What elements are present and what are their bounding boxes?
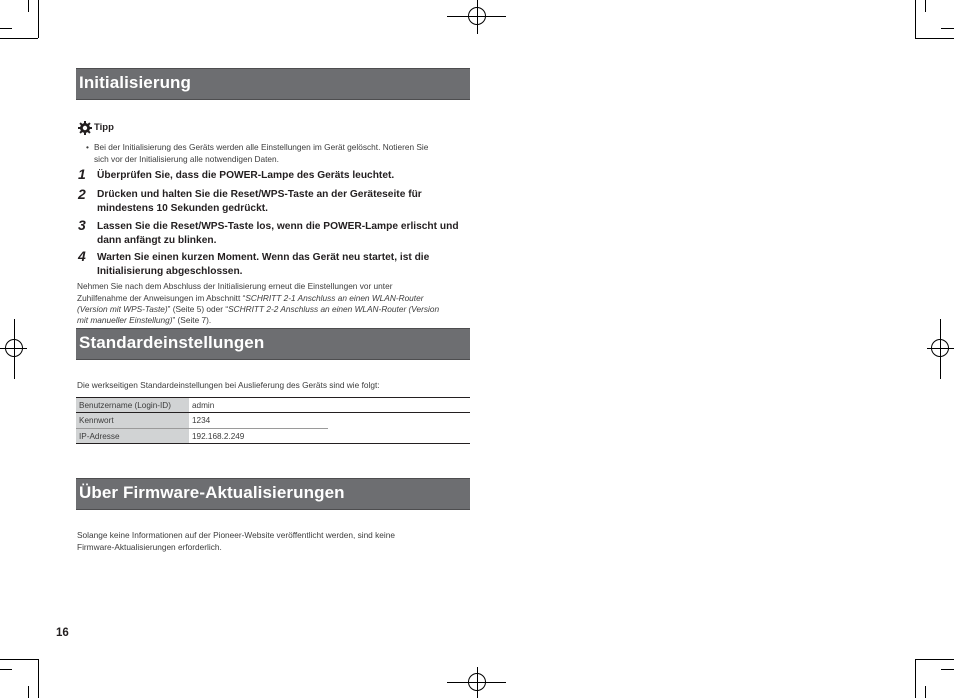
step-number: 3: [78, 217, 86, 233]
section-header-standardeinstellungen: [76, 328, 470, 360]
tipp-text-line: sich vor der Initialisierung alle notwendigen Daten.: [94, 154, 279, 164]
table-key: Benutzername (Login-ID): [76, 398, 189, 413]
crop-mark: [915, 0, 916, 38]
table-row: [76, 413, 470, 428]
crop-mark: [941, 669, 954, 670]
page-number: 16: [56, 627, 69, 639]
crop-mark: [0, 669, 12, 670]
paragraph-line: Zuhilfenahme der Anweisungen im Abschnitt “SCHRITT 2-1 Anschluss an einen WLAN-Router: [77, 293, 424, 303]
table-row: [76, 429, 470, 444]
section-header-initialisierung: [76, 68, 470, 100]
step-text: Lassen Sie die Reset/WPS-Taste los, wenn die POWER-Lampe erlischt und: [97, 221, 459, 232]
tipp-label: Tipp: [94, 122, 114, 133]
standard-intro: Die werkseitigen Standardeinstellungen bei Auslieferung des Geräts sind wie folgt:: [77, 380, 380, 390]
table-value: admin: [192, 401, 215, 410]
crop-mark: [0, 659, 38, 660]
crop-mark: [925, 0, 926, 12]
link-schritt-2-1[interactable]: (Version mit WPS-Taste): [77, 304, 168, 314]
table-key: IP-Adresse: [76, 429, 189, 444]
step-text: mindestens 10 Sekunden gedrückt.: [97, 203, 268, 214]
crop-mark: [915, 38, 954, 39]
crop-mark: [0, 28, 12, 29]
tipp-text-line: Bei der Initialisierung des Geräts werden alle Einstellungen im Gerät gelöscht. Notieren Sie: [94, 142, 429, 152]
crop-mark: [915, 659, 916, 698]
link-schritt-2-2[interactable]: SCHRITT 2-2 Anschluss an einen WLAN-Router (Version: [228, 304, 440, 314]
paragraph-line: Nehmen Sie nach dem Abschluss der Initialisierung erneut die Einstellungen vor unter: [77, 281, 393, 291]
tip-gear-icon: [78, 121, 92, 135]
paragraph-line: Solange keine Informationen auf der Pioneer-Website veröffentlicht werden, sind keine: [77, 530, 395, 540]
step-text: Überprüfen Sie, dass die POWER-Lampe des Geräts leuchtet.: [97, 170, 395, 181]
crop-mark: [941, 28, 954, 29]
section-header-firmware: [76, 478, 470, 510]
crop-mark: [38, 659, 39, 698]
table-border: [76, 443, 470, 444]
link-schritt-2-1[interactable]: SCHRITT 2-1 Anschluss an einen WLAN-Router: [245, 293, 424, 303]
step-number: 2: [78, 186, 86, 202]
step-text: Warten Sie einen kurzen Moment. Wenn das Gerät neu startet, ist die: [97, 252, 430, 263]
step-text: Drücken und halten Sie die Reset/WPS-Taste an der Geräteseite für: [97, 189, 422, 200]
paragraph-line: (Version mit WPS-Taste)” (Seite 5) oder “SCHRITT 2-2 Anschluss an einen WLAN-Router (Version: [77, 304, 440, 314]
step-text: Initialisierung abgeschlossen.: [97, 266, 243, 277]
table-row: [76, 398, 470, 413]
table-value: 1234: [192, 416, 211, 425]
section-title: Über Firmware-Aktualisierungen: [79, 483, 345, 502]
crop-mark: [915, 659, 954, 660]
step-number: 4: [78, 248, 86, 264]
crop-mark: [925, 686, 926, 698]
section-title: Standardeinstellungen: [79, 333, 265, 352]
crop-mark: [0, 38, 38, 39]
step-text: dann anfängt zu blinken.: [97, 235, 217, 246]
paragraph-line: mit manueller Einstellung)” (Seite 7).: [77, 315, 212, 325]
link-schritt-2-2[interactable]: mit manueller Einstellung): [77, 315, 173, 325]
crop-mark: [28, 0, 29, 12]
step-number: 1: [78, 166, 86, 182]
crop-mark: [28, 686, 29, 698]
bullet: •: [86, 142, 89, 152]
table-key: Kennwort: [76, 413, 189, 428]
paragraph-line: Firmware-Aktualisierungen erforderlich.: [77, 542, 222, 552]
table-value: 192.168.2.249: [192, 432, 245, 441]
crop-mark: [38, 0, 39, 38]
section-title: Initialisierung: [79, 73, 192, 92]
